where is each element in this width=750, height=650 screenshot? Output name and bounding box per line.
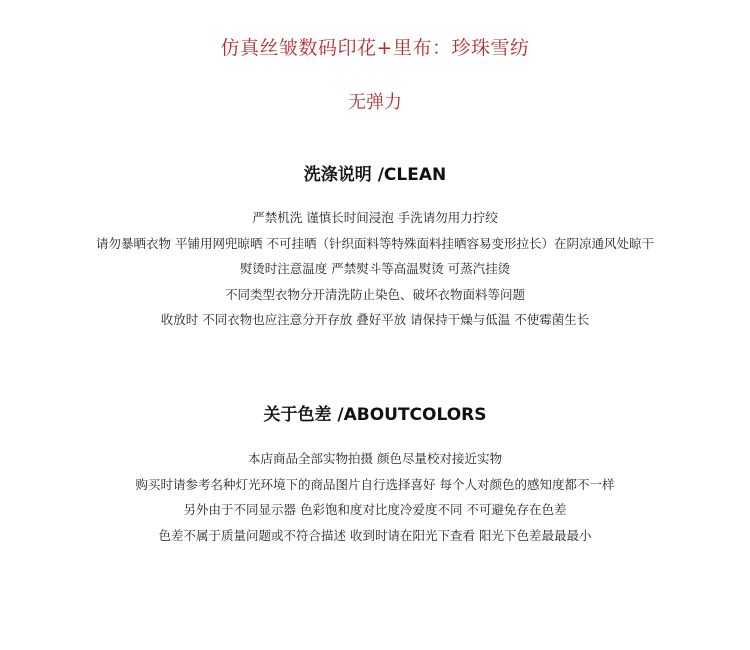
color-difference-line: 购买时请参考名种灯光环境下的商品图片自行选择喜好 每个人对颜色的感知度都不一样 (135, 477, 615, 492)
washing-instruction-line: 不同类型衣物分开清洗防止染色、破坏衣物面料等问题 (224, 287, 525, 302)
washing-instruction-line: 请勿暴晒衣物 平铺用网兜晾晒 不可挂晒（针织面料等特殊面料挂晒容易变形拉长）在阴凉通风处晾干 (96, 236, 654, 251)
washing-instructions-title: 洗涤说明 /CLEAN (303, 165, 447, 185)
washing-instruction-line: 收放时 不同衣物也应注意分开存放 叠好平放 请保持干燥与低温 不使霉菌生长 (160, 312, 590, 327)
washing-instruction-line: 熨烫时注意温度 严禁熨斗等高温熨烫 可蒸汽挂烫 (239, 261, 511, 276)
color-difference-title: 关于色差 /ABOUTCOLORS (263, 405, 487, 425)
color-difference-line: 本店商品全部实物拍摄 颜色尽量校对接近实物 (248, 451, 502, 466)
elasticity-label: 无弹力 (348, 92, 402, 113)
color-difference-line: 另外由于不同显示器 色彩饱和度对比度冷爱度不同 不可避免存在色差 (183, 502, 567, 517)
washing-instruction-line: 严禁机洗 谨慎长时间浸泡 手洗请勿用力拧绞 (252, 210, 498, 225)
color-difference-line: 色差不属于质量问题或不符合描述 收到时请在阳光下查看 阳光下色差最最最小 (158, 528, 592, 543)
fabric-composition: 仿真丝皱数码印花+里布：珍珠雪纺 (220, 37, 530, 59)
